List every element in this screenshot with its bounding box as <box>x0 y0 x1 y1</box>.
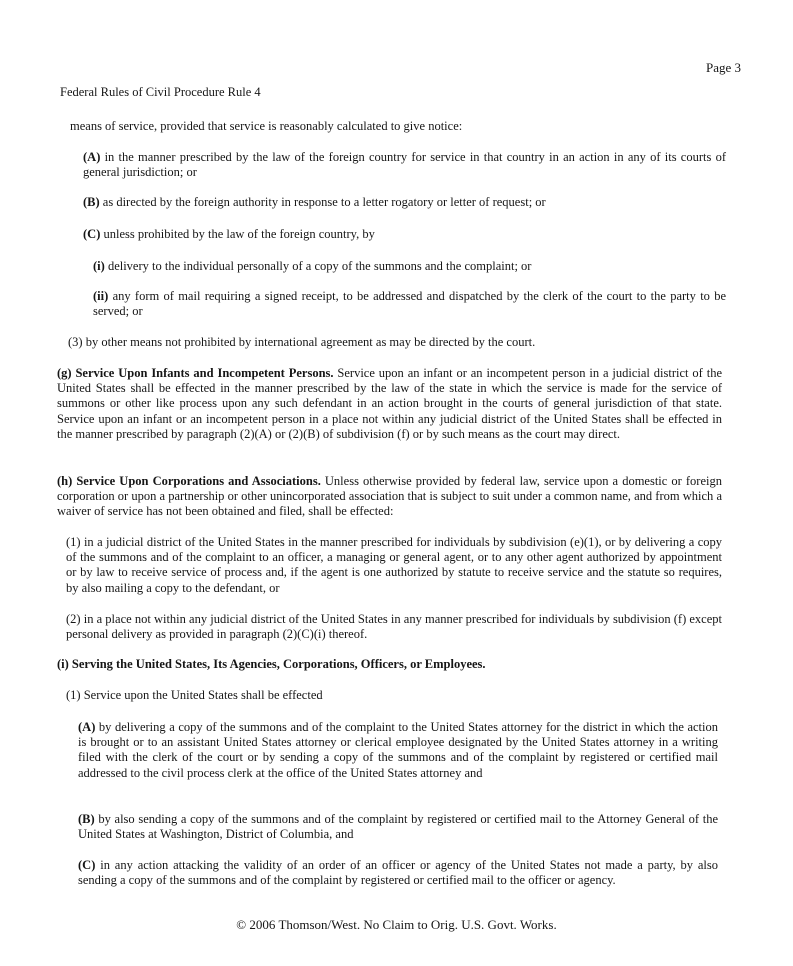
paragraph-label: (C) <box>78 858 96 872</box>
paragraph-text: by delivering a copy of the summons and of the complaint to the United States attorney for the district in which the action is brought or to an assistant United States attorney or clerical employee designated by the United States attorney in a writing filed with the clerk of the court or by sending a copy of the summons and of the complaint by registered or certified mail addressed to the civil process clerk at the office of the United States attorney and <box>78 720 718 780</box>
paragraph-text: unless prohibited by the law of the foreign country, by <box>100 227 375 241</box>
paragraph-i-1: (1) Service upon the United States shall be effected <box>66 688 323 702</box>
paragraph-text: as directed by the foreign authority in response to a letter rogatory or letter of request; or <box>99 195 546 209</box>
paragraph-text: Service upon an infant or an incompetent person in a judicial district of the United States shall be effected in the manner prescribed by the law of the state in which the service is made for the service of summons or other like process upon any such defendant in an action brought in the courts of general jurisdiction of that state. Service upon an infant or an incompetent person in a place not within any judicial district of the United States shall be effected in the manner prescribed by paragraph (2)(A) or (2)(B) of subdivision (f) or by such means as the court may direct. <box>57 366 723 441</box>
page-number: Page 3 <box>705 60 741 75</box>
paragraph-label: (i) <box>93 259 105 273</box>
paragraph-h-2: (2) in a place not within any judicial district of the United States in any manner prescribed for individuals by subdivision (f) except personal delivery as provided in paragraph (2)(C)(i) thereof. <box>66 612 722 642</box>
paragraph-h <box>57 474 722 520</box>
paragraph-label: (ii) <box>93 289 109 303</box>
paragraph-i-1-A <box>78 720 718 781</box>
paragraph-i-1-B <box>78 812 718 842</box>
paragraph-i-1-C <box>78 858 718 888</box>
paragraph-text: by also sending a copy of the summons and of the complaint by registered or certified mail to the Attorney General of the United States at Washington, District of Columbia, and <box>78 812 718 842</box>
paragraph-text: Unless otherwise provided by federal law, service upon a domestic or foreign corporation or upon a partnership or other unincorporated association that is subject to suit under a common name, and from which a waiver of service has not been obtained and filed, shall be effected: <box>57 474 722 519</box>
copyright-footer: © 2006 Thomson/West. No Claim to Orig. U.S. Govt. Works. <box>236 917 557 932</box>
paragraph-label: (B) <box>83 195 100 209</box>
paragraph-label: (B) <box>78 812 95 826</box>
paragraph-f-2-B <box>83 195 726 210</box>
section-heading: (h) Service Upon Corporations and Associations. <box>57 474 321 488</box>
paragraph-text: in any action attacking the validity of an order of an officer or agency of the United States not made a party, by also sending a copy of the summons and of the complaint by registered or certified mail to the officer or agency. <box>78 858 718 888</box>
document-header: Federal Rules of Civil Procedure Rule 4 <box>60 85 261 99</box>
section-heading-i: (i) Serving the United States, Its Agencies, Corporations, Officers, or Employees. <box>57 657 486 671</box>
section-heading: (g) Service Upon Infants and Incompetent Persons. <box>57 366 334 380</box>
paragraph-f-3: (3) by other means not prohibited by international agreement as may be directed by the court. <box>68 335 536 349</box>
paragraph-f-2-C <box>83 227 726 242</box>
paragraph-label: (A) <box>78 720 96 734</box>
paragraph-means-of-service: means of service, provided that service is reasonably calculated to give notice: <box>70 119 463 133</box>
paragraph-f-2-A <box>83 150 726 180</box>
paragraph-text: delivery to the individual personally of a copy of the summons and the complaint; or <box>104 259 532 273</box>
paragraph-f-2-C-ii <box>93 289 726 319</box>
paragraph-label: (C) <box>83 227 101 241</box>
paragraph-h-1: (1) in a judicial district of the United States in the manner prescribed for individuals by subdivision (e)(1), or by delivering a copy of the summons and of the complaint to an officer, a managing or general agent, or to any other agent authorized by appointment or by law to receive service of process and, if the agent is one authorized by statute to receive service and the statute so requires, by also mailing a copy to the defendant, or <box>66 535 722 595</box>
paragraph-g <box>57 366 722 442</box>
paragraph-text: in the manner prescribed by the law of the foreign country for service in that country in an action in any of its courts of general jurisdiction; or <box>83 150 726 180</box>
paragraph-label: (A) <box>83 150 101 164</box>
paragraph-text: any form of mail requiring a signed receipt, to be addressed and dispatched by the clerk of the court to the party to be served; or <box>93 289 726 319</box>
paragraph-f-2-C-i <box>93 259 726 274</box>
